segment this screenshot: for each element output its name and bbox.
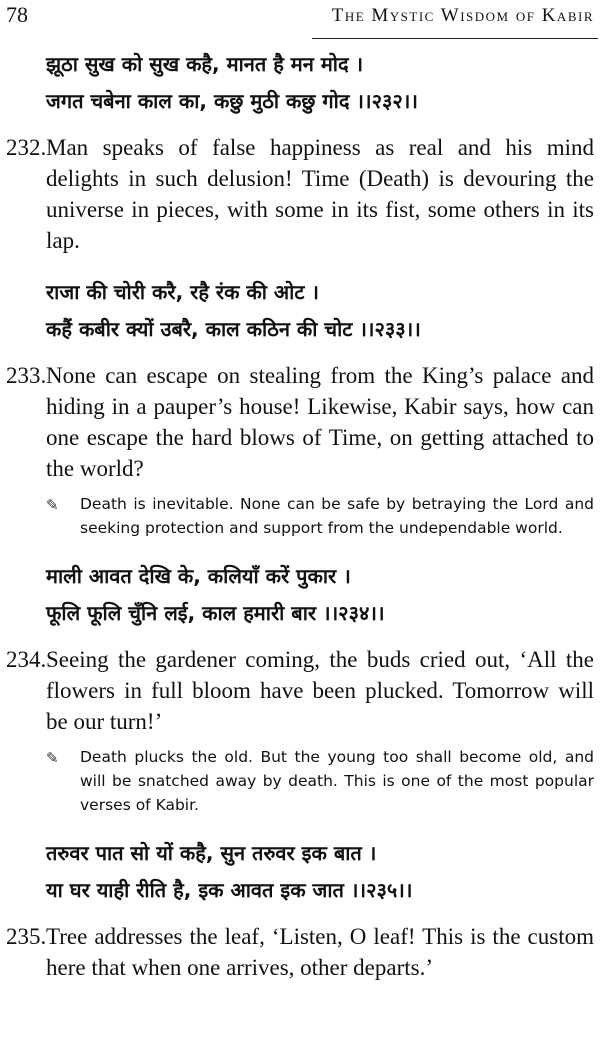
note-text: Death is inevitable. None can be safe by betraying the Lord and seeking protection and support from the undependable world. (80, 495, 594, 537)
translation-232 (6, 132, 594, 256)
couplet-line: राजा की चोरी करै, रहै रंक की ओट । (46, 280, 320, 304)
translation-text: Seeing the gardener coming, the buds cried out, ‘All the flowers in full bloom have been plucked. Tomorrow will be our turn!’ (46, 647, 594, 734)
couplet-line: झूठा सुख को सुख कहै, मानत है मन मोद । (46, 52, 364, 76)
note-text: Death plucks the old. But the young too shall become old, and will be snatched away by death. This is one of the most popular verses of Kabir. (80, 748, 594, 814)
translation-233 (6, 360, 594, 484)
page-number: 78 (6, 2, 28, 27)
translation-234 (6, 644, 594, 737)
page-content (0, 46, 600, 983)
hindi-couplet-233 (46, 274, 600, 348)
verse-number: 233. (6, 363, 47, 388)
verse-number: 232. (6, 135, 47, 160)
commentary-note-234 (46, 745, 594, 817)
translation-text: None can escape on stealing from the King’s palace and hiding in a pauper’s house! Likewise, Kabir says, how can one escape the hard blows of Time, on getting attached to the world? (46, 363, 594, 481)
couplet-line: माली आवत देखि के, कलियाँ करें पुकार । (46, 564, 351, 588)
translation-text: Tree addresses the leaf, ‘Listen, O leaf! This is the custom here that when one arrives, other departs.’ (46, 924, 594, 980)
hindi-couplet-232 (46, 46, 600, 120)
couplet-line: तरुवर पात सो यों कहै, सुन तरुवर इक बात । (46, 841, 377, 865)
running-head: The Mystic Wisdom of Kabir (331, 5, 594, 26)
pen-nib-icon: ✎ (46, 496, 59, 514)
page-header (0, 2, 600, 34)
header-rule (312, 38, 598, 39)
verse-number: 234. (6, 647, 47, 672)
hindi-couplet-235 (46, 835, 600, 909)
pen-nib-icon: ✎ (46, 749, 59, 767)
commentary-note-233 (46, 492, 594, 540)
couplet-line: कहैं कबीर क्यों उबरै, काल कठिन की चोट ।।२३३।। (46, 317, 421, 341)
couplet-line: जगत चबेना काल का, कछु मुठी कछु गोद ।।२३२।। (46, 89, 418, 113)
couplet-line: या घर याही रीति है, इक आवत इक जात ।।२३५।। (46, 878, 413, 902)
hindi-couplet-234 (46, 558, 600, 632)
verse-number: 235. (6, 924, 47, 949)
couplet-line: फूलि फूलि चुँनि लई, काल हमारी बार ।।२३४।। (46, 601, 385, 625)
translation-text: Man speaks of false happiness as real and his mind delights in such delusion! Time (Death) is devouring the universe in pieces, with some in its fist, some others in its lap. (46, 135, 594, 253)
translation-235 (6, 921, 594, 983)
